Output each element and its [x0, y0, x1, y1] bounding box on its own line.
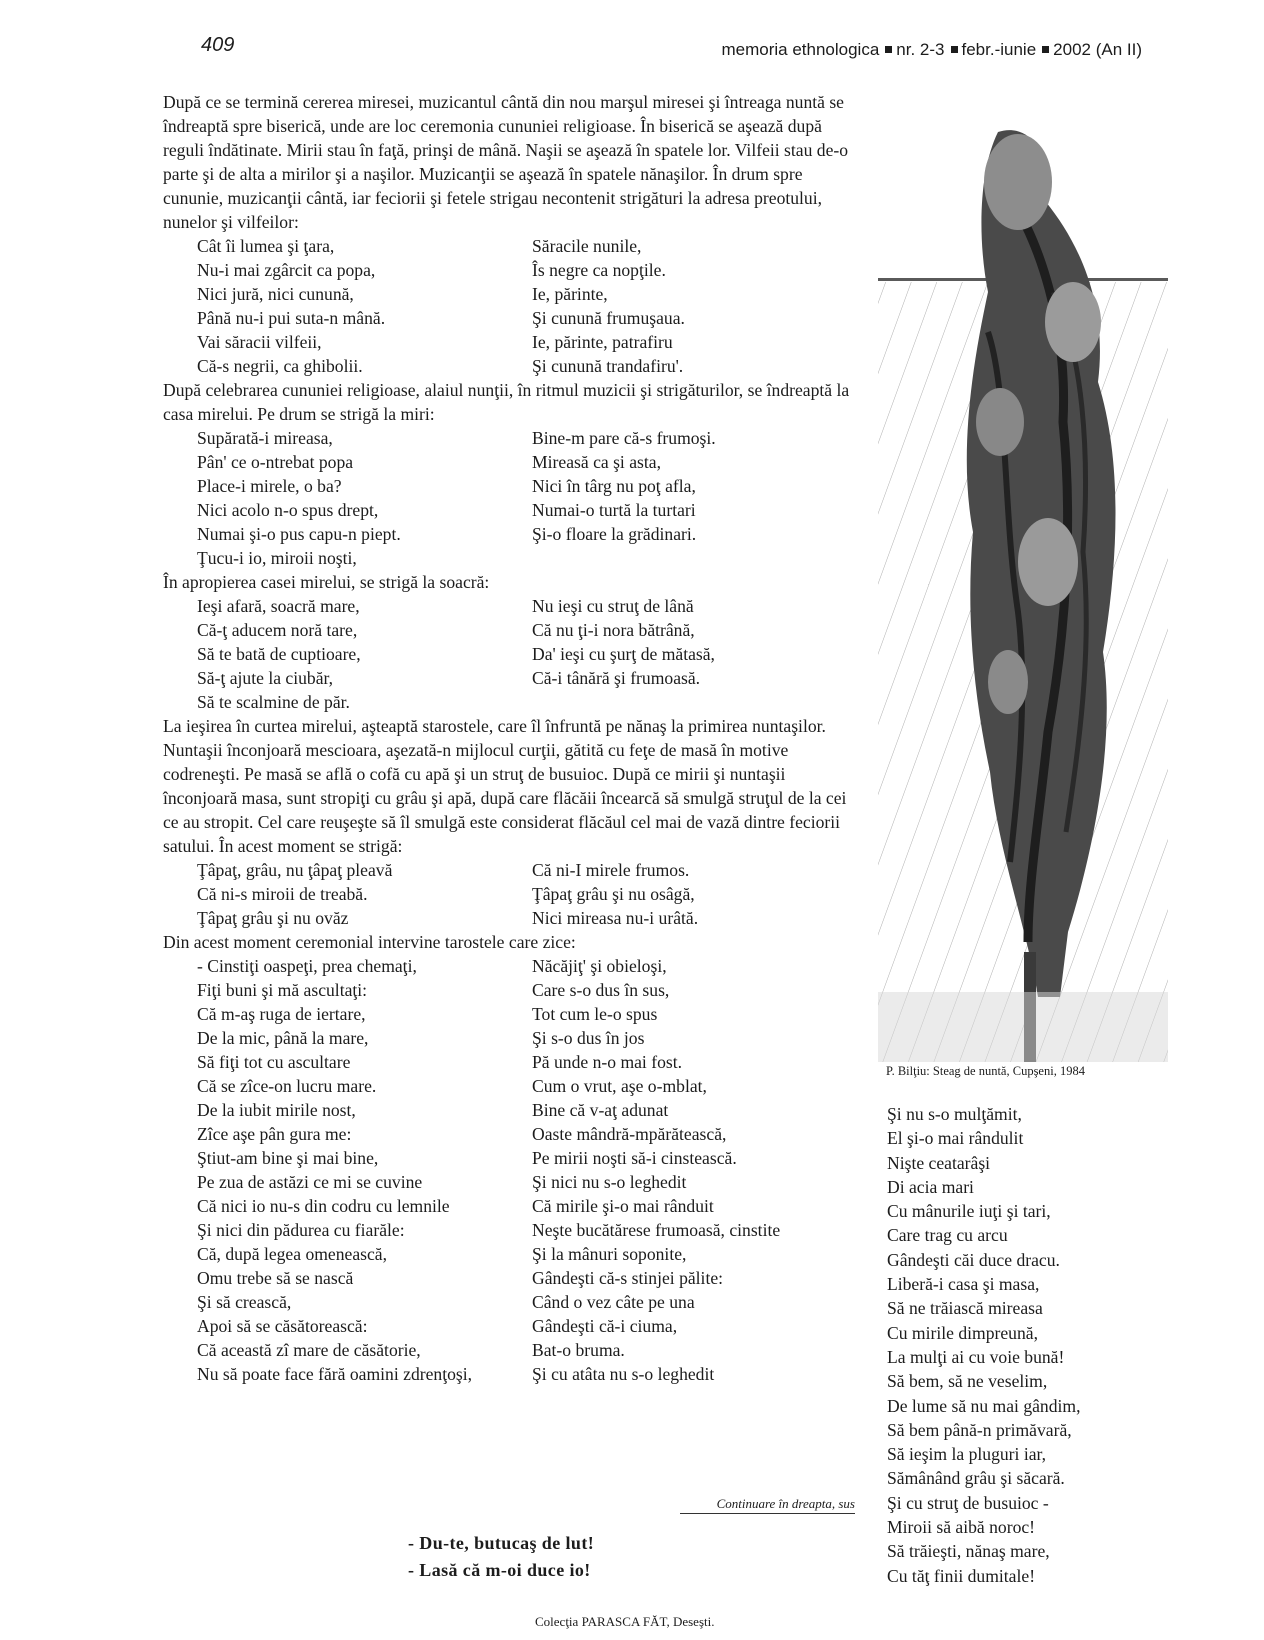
verse-line: Vai săracii vilfeii,	[197, 332, 322, 352]
verse-line: Fiţi buni şi mă ascultaţi:	[197, 980, 368, 1000]
journal-title: memoria ethnologica	[721, 40, 880, 59]
verse-line: De la mic, până la mare,	[197, 1028, 369, 1048]
verse-line: Şi nici nu s-o leghedit	[532, 1172, 687, 1192]
verse-line: Că-i tânără şi frumoasă.	[532, 668, 701, 688]
journal-year: 2002 (An II)	[1053, 40, 1142, 59]
verse-line: La mulţi ai cu voie bună!	[887, 1346, 1065, 1367]
verse-column-left	[163, 426, 532, 570]
verse-line: De lume să nu mai gândim,	[887, 1395, 1081, 1416]
quote-line: - Lasă că m-oi duce io!	[408, 1560, 591, 1580]
bullet-square-icon	[951, 46, 958, 53]
verse-line: Nici jură, nici cunună,	[197, 284, 354, 304]
verse-line: Cum o vrut, aşe o-mblat,	[532, 1076, 707, 1096]
paragraph: În apropierea casei mirelui, se strigă la soacră:	[163, 572, 490, 592]
journal-header	[721, 40, 1142, 60]
verse-line: Că-s negrii, ca ghibolii.	[197, 356, 363, 376]
paragraph: După celebrarea cununiei religioase, alaiul nunţii, în ritmul muzicii şi strigăturilor, se îndreaptă la casa mirelui. Pe drum se strigă la miri:	[163, 380, 850, 424]
main-text-column	[163, 90, 863, 1386]
verse-line: Şi să crească,	[197, 1292, 292, 1312]
page-number: 409	[201, 34, 235, 56]
verse-line: Miroii să aibă noroc!	[887, 1517, 1036, 1538]
verse-line: Cu tăţ finii dumitale!	[887, 1565, 1036, 1586]
verse-line: Pân' ce o-ntrebat popa	[197, 452, 354, 472]
verse-line: Şi cunună trandafiru'.	[532, 356, 684, 376]
verse-line: Gândeşti că-s stinjei pălite:	[532, 1268, 724, 1288]
verse-column-right	[532, 858, 863, 930]
verse-line: Că ni-s miroii de treabă.	[197, 884, 368, 904]
verse-column-right	[532, 426, 863, 570]
verse-line: Nici acolo n-o spus drept,	[197, 500, 379, 520]
journal-months: febr.-iunie	[961, 40, 1037, 59]
verse-block	[163, 858, 863, 930]
verse-line: Că ni-I mirele frumos.	[532, 860, 690, 880]
verse-block	[163, 594, 863, 714]
verse-line: Bine că v-aţ adunat	[532, 1100, 669, 1120]
verse-line: Să fiţi tot cu ascultare	[197, 1052, 351, 1072]
verse-line: Săracile nunile,	[532, 236, 642, 256]
verse-block	[163, 234, 863, 378]
verse-line: Sămânând grâu şi săcară.	[887, 1468, 1065, 1489]
collection-credit: Colecţia PARASCA FĂT, Deseşti.	[535, 1614, 715, 1629]
verse-line: Nişte ceatarâşi	[887, 1152, 991, 1173]
figure-caption: P. Bilţiu: Steag de nuntă, Cupşeni, 1984	[886, 1064, 1085, 1078]
verse-line: Să ieşim la pluguri iar,	[887, 1444, 1047, 1465]
verse-line: Să ne trăiască mireasa	[887, 1298, 1043, 1319]
verse-line: Şi-o floare la grădinari.	[532, 524, 697, 544]
verse-column-left	[163, 594, 532, 714]
verse-line: Ştiut-am bine şi mai bine,	[197, 1148, 379, 1168]
verse-line: Da' ieşi cu şurţ de mătasă,	[532, 644, 715, 664]
verse-line: Oaste mândră-mpărătească,	[532, 1124, 727, 1144]
verse-line: Ie, părinte, patrafiru	[532, 332, 673, 352]
verse-line: Di acia mari	[887, 1176, 974, 1197]
verse-line: Liberă-i casa şi masa,	[887, 1274, 1040, 1295]
quote-line: - Du-te, butucaş de lut!	[408, 1533, 595, 1553]
verse-line: Şi cu struţ de busuioc -	[887, 1492, 1049, 1513]
verse-line: Tot cum le-o spus	[532, 1004, 658, 1024]
verse-line: Apoi să se căsătorească:	[197, 1316, 368, 1336]
verse-line: Gândeşti căi duce dracu.	[887, 1249, 1060, 1270]
verse-line: Zîce aşe pân gura me:	[197, 1124, 352, 1144]
verse-line: Numai şi-o pus capu-n piept.	[197, 524, 401, 544]
verse-block	[163, 954, 863, 1386]
verse-line: Ie, părinte,	[532, 284, 608, 304]
verse-line: Supărată-i mireasa,	[197, 428, 333, 448]
verse-line: Ţâpaţ, grâu, nu ţâpaţ pleavă	[197, 860, 393, 880]
verse-line: Ţâpaţ grâu şi nu ovăz	[197, 908, 349, 928]
verse-line: Să bem, să ne veselim,	[887, 1371, 1048, 1392]
verse-line: Până nu-i pui suta-n mână.	[197, 308, 386, 328]
continuation-note: Continuare în dreapta, sus	[680, 1496, 855, 1514]
verse-line: Place-i mirele, o ba?	[197, 476, 342, 496]
right-column-verse	[887, 1102, 1081, 1588]
verse-line: Că-ţ aducem noră tare,	[197, 620, 358, 640]
verse-line: Numai-o turtă la turtari	[532, 500, 696, 520]
verse-line: Care trag cu arcu	[887, 1225, 1008, 1246]
verse-line: Şi cu atâta nu s-o leghedit	[532, 1364, 715, 1384]
verse-column-left	[163, 858, 532, 930]
verse-line: Ieşi afară, soacră mare,	[197, 596, 360, 616]
verse-line: Nu ieşi cu struţ de lână	[532, 596, 694, 616]
journal-issue: nr. 2-3	[896, 40, 945, 59]
verse-line: Bine-m pare că-s frumoşi.	[532, 428, 716, 448]
verse-line: Să trăieşti, nănaş mare,	[887, 1541, 1050, 1562]
bullet-square-icon	[1042, 46, 1049, 53]
verse-line: Îs negre ca nopţile.	[532, 260, 666, 280]
verse-line: Să te bată de cuptioare,	[197, 644, 361, 664]
verse-line: De la iubit mirile nost,	[197, 1100, 356, 1120]
verse-line: El şi-o mai rândulit	[887, 1128, 1024, 1149]
bullet-square-icon	[885, 46, 892, 53]
verse-line: Că m-aş ruga de iertare,	[197, 1004, 366, 1024]
closing-quote	[408, 1530, 594, 1584]
verse-column-right	[532, 234, 863, 378]
verse-line: Neşte bucătărese frumoasă, cinstite	[532, 1220, 781, 1240]
verse-line: Năcăjiţ' şi obieloşi,	[532, 956, 667, 976]
verse-column-right	[532, 594, 863, 714]
verse-block	[163, 426, 863, 570]
verse-line: Să te scalmine de păr.	[197, 692, 350, 712]
paragraph: La ieşirea în curtea mirelui, aşteaptă starostele, care îl înfruntă pe nănaş la primirea nuntaşilor. Nuntaşii înconjoară mescioara, aşezată-n mijlocul curţii, gătită cu feţe de masă în motive codreneşti. Pe masă se află o cofă cu apă şi un struţ de busuioc. După ce mirii şi nuntaşii înconjoară masa, sunt stropiţi cu grâu şi apă, după care flăcăii încearcă să smulgă struţul de la cei ce au stropit. Cel care reuşeşte să îl smulgă este considerat flăcăul cel mai de vază dintre feciorii satului. În acest moment se strigă:	[163, 716, 847, 856]
verse-line: Ţâpaţ grâu şi nu osâgă,	[532, 884, 695, 904]
verse-line: Că mirile şi-o mai rânduit	[532, 1196, 714, 1216]
verse-line: Pă unde n-o mai fost.	[532, 1052, 683, 1072]
verse-line: Nici în târg nu poţ afla,	[532, 476, 696, 496]
verse-line: Bat-o bruma.	[532, 1340, 625, 1360]
verse-line: Nu să poate face fără oamini zdrenţoşi,	[197, 1364, 473, 1384]
wedding-banner-photo	[878, 92, 1168, 1062]
verse-line: Că această zî mare de căsătorie,	[197, 1340, 421, 1360]
verse-line: Gândeşti că-i ciuma,	[532, 1316, 678, 1336]
verse-line: Cu mirile dimpreună,	[887, 1322, 1038, 1343]
verse-line: Şi s-o dus în jos	[532, 1028, 645, 1048]
verse-line: Cât îi lumea şi ţara,	[197, 236, 335, 256]
verse-line: Să-ţ ajute la ciubăr,	[197, 668, 334, 688]
verse-line: Că, după legea omenească,	[197, 1244, 388, 1264]
verse-line: Când o vez câte pe una	[532, 1292, 695, 1312]
verse-line: Ţucu-i io, miroii noşti,	[197, 548, 357, 568]
verse-line: Nici mireasa nu-i urâtă.	[532, 908, 699, 928]
paragraph: După ce se termină cererea miresei, muzicantul cântă din nou marşul miresei şi întreaga nuntă se îndreaptă spre biserică, unde are loc ceremonia cununiei religioase. În biserică se aşează după reguli îndătinate. Mirii stau în faţă, prinşi de mână. Naşii se aşează în spatele lor. Vilfeii stau de-o parte şi de alta a mirilor şi a naşilor. Muzicanţii se aşează în spatele nănaşilor. În drum spre cununie, muzicanţii cântă, iar feciorii şi fetele strigau necontenit strigături la adresa preotului, nunelor şi vilfeilor:	[163, 92, 849, 232]
verse-line: Şi cunună frumuşaua.	[532, 308, 685, 328]
verse-line: - Cinstiţi oaspeţi, prea chemaţi,	[197, 956, 417, 976]
verse-column-left	[163, 954, 532, 1386]
wedding-banner-photo-icon	[878, 92, 1168, 1062]
verse-line: Care s-o dus în sus,	[532, 980, 670, 1000]
verse-line: Că nu ţi-i nora bătrână,	[532, 620, 695, 640]
verse-column-left	[163, 234, 532, 378]
verse-line: Mireasă ca şi asta,	[532, 452, 661, 472]
verse-line: Şi nu s-o mulţămit,	[887, 1104, 1022, 1124]
verse-line: Că se zîce-on lucru mare.	[197, 1076, 377, 1096]
verse-line: Şi la mânuri soponite,	[532, 1244, 687, 1264]
paragraph: Din acest moment ceremonial intervine tarostele care zice:	[163, 932, 576, 952]
verse-line: Pe mirii noşti să-i cinstească.	[532, 1148, 737, 1168]
verse-line: Că nici io nu-s din codru cu lemnile	[197, 1196, 450, 1216]
verse-line: Cu mânurile iuţi şi tari,	[887, 1201, 1051, 1222]
verse-line: Şi nici din pădurea cu fiarăle:	[197, 1220, 405, 1240]
verse-line: Pe zua de astăzi ce mi se cuvine	[197, 1172, 423, 1192]
verse-line: Omu trebe să se nască	[197, 1268, 354, 1288]
verse-column-right	[532, 954, 863, 1386]
verse-line: Să bem până-n primăvară,	[887, 1419, 1072, 1440]
verse-line: Nu-i mai zgârcit ca popa,	[197, 260, 376, 280]
